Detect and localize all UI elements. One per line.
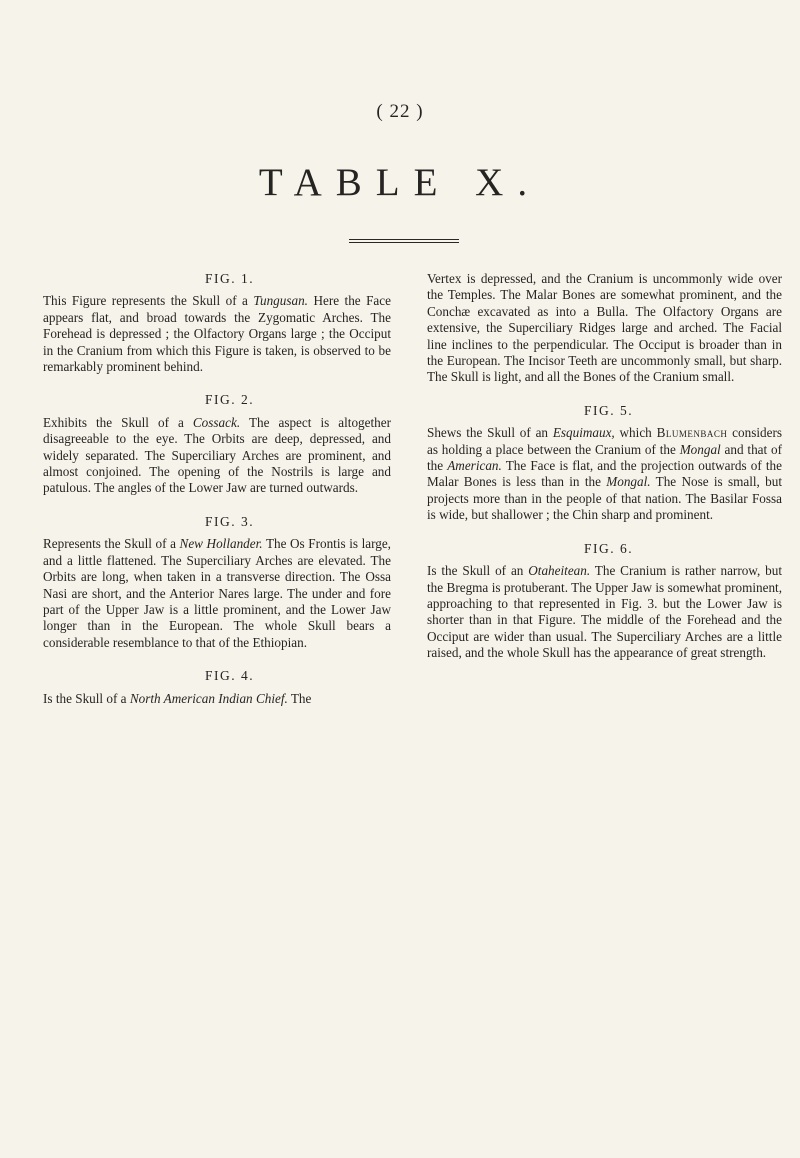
fig-5-text-f: The Nose is small, but projects more than in the people of that nation. The Basilar Fossa is wide, but shallower ; the Chin sharp and prominent. xyxy=(427,474,782,523)
fig-1-description xyxy=(43,293,391,375)
fig-4-heading: FIG. 4. xyxy=(205,668,255,684)
page-title: TABLE X. xyxy=(258,161,542,204)
fig-2-italic: Cossack. xyxy=(192,414,241,430)
fig-2-text-b: The aspect is altogether disagreeable to the eye. The Orbits are deep, depressed, and widely separated. The Superciliary Arches are prominent, and almost conjoined. The opening of the Nostrils is large and patulous. The angles of the Lower Jaw are turned outwards. xyxy=(43,414,391,496)
fig-1-text-b: Here the Face appears flat, and broad towards the Zygomatic Arches. The Forehead is depressed ; the Olfactory Organs large ; the Occiput in the Cranium from which this Figure is taken, is observed to be remarkably prominent behind. xyxy=(43,293,391,375)
fig-2-text-a: Exhibits the Skull of a xyxy=(43,414,193,430)
fig-5-italic-a: Esquimaux, xyxy=(552,425,615,441)
fig-4-description-continued: Vertex is depressed, and the Cranium is uncommonly wide over the Temples. The Malar Bones are somewhat prominent, and the Conchæ excavated as into a Bulla. The Olfactory Organs are extensive, the Superciliary Ridges large and arched. The Facial line inclines to the perpendicular. The Occiput is broader than in the European. The Incisor Teeth are uncommonly small, but sharp. The Skull is light, and all the Bones of the Cranium small. xyxy=(427,271,782,385)
title-divider xyxy=(349,239,459,243)
fig-1-italic: Tungusan. xyxy=(253,293,308,309)
fig-5-description xyxy=(427,425,782,523)
fig-6-text-a: Is the Skull of an xyxy=(427,563,529,579)
fig-1-heading: FIG. 1. xyxy=(205,271,255,286)
fig-6-text-b: The Cranium is rather narrow, but the Bregma is protuberant. The Upper Jaw is somewhat prominent, approaching to that represented in Fig. 3. but the Lower Jaw is shorter than in that Figure. The middle of the Forehead and the Occiput are wider than usual. The Superciliary Arches are a little raised, and the whole Skull has the appearance of great strength. xyxy=(427,563,782,661)
fig-6-description xyxy=(427,563,782,661)
fig-5-text-b: which xyxy=(614,425,657,441)
fig-3-text-a: Represents the Skull of a xyxy=(43,536,180,552)
fig-5-italic-b: Mongal xyxy=(679,441,721,457)
fig-5-text-c: considers as holding a place between the Cranium of the xyxy=(427,425,782,457)
fig-3-italic: New Hollander. xyxy=(179,536,263,552)
fig-3-heading: FIG. 3. xyxy=(205,513,255,529)
fig-5-italic-d: Mongal. xyxy=(606,474,651,490)
fig-4-description-start xyxy=(43,691,391,707)
fig-3-text-b: The Os Frontis is large, and a little flattened. The Superciliary Arches are elevated. The Orbits are long, when taken in a transverse direction. The Ossa Nasi are short, and the Anterior Nares large. The under and fore part of the Upper Jaw is a little prominent, and the Lower Jaw longer than in the European. The whole Skull bears a considerable resemblance to that of the Ethiopian. xyxy=(43,536,391,650)
fig-5-italic-c: American. xyxy=(447,458,502,474)
fig-5-heading: FIG. 5. xyxy=(584,402,634,418)
right-column xyxy=(427,271,782,679)
fig-1-text-a: This Figure represents the Skull of a xyxy=(43,293,254,309)
fig-6-italic: Otaheitean. xyxy=(528,563,591,579)
fig-4-text-b: The xyxy=(287,690,312,706)
fig-5-text-a: Shews the Skull of an xyxy=(427,425,553,441)
fig-5-text-e: The Face is flat, and the projection outwards of the Malar Bones is less than in the xyxy=(427,458,782,490)
fig-6-heading: FIG. 6. xyxy=(584,540,634,556)
fig-4-text-a: Is the Skull of a xyxy=(43,690,130,706)
fig-3-description xyxy=(43,536,391,651)
page-number: ( 22 ) xyxy=(376,101,424,122)
fig-2-description xyxy=(43,415,391,497)
fig-2-heading: FIG. 2. xyxy=(205,392,255,408)
left-column xyxy=(43,271,391,724)
fig-5-text-d: and that of the xyxy=(427,441,782,474)
fig-4-italic: North American Indian Chief. xyxy=(129,690,288,706)
fig-5-author: Blumenbach xyxy=(656,425,728,441)
